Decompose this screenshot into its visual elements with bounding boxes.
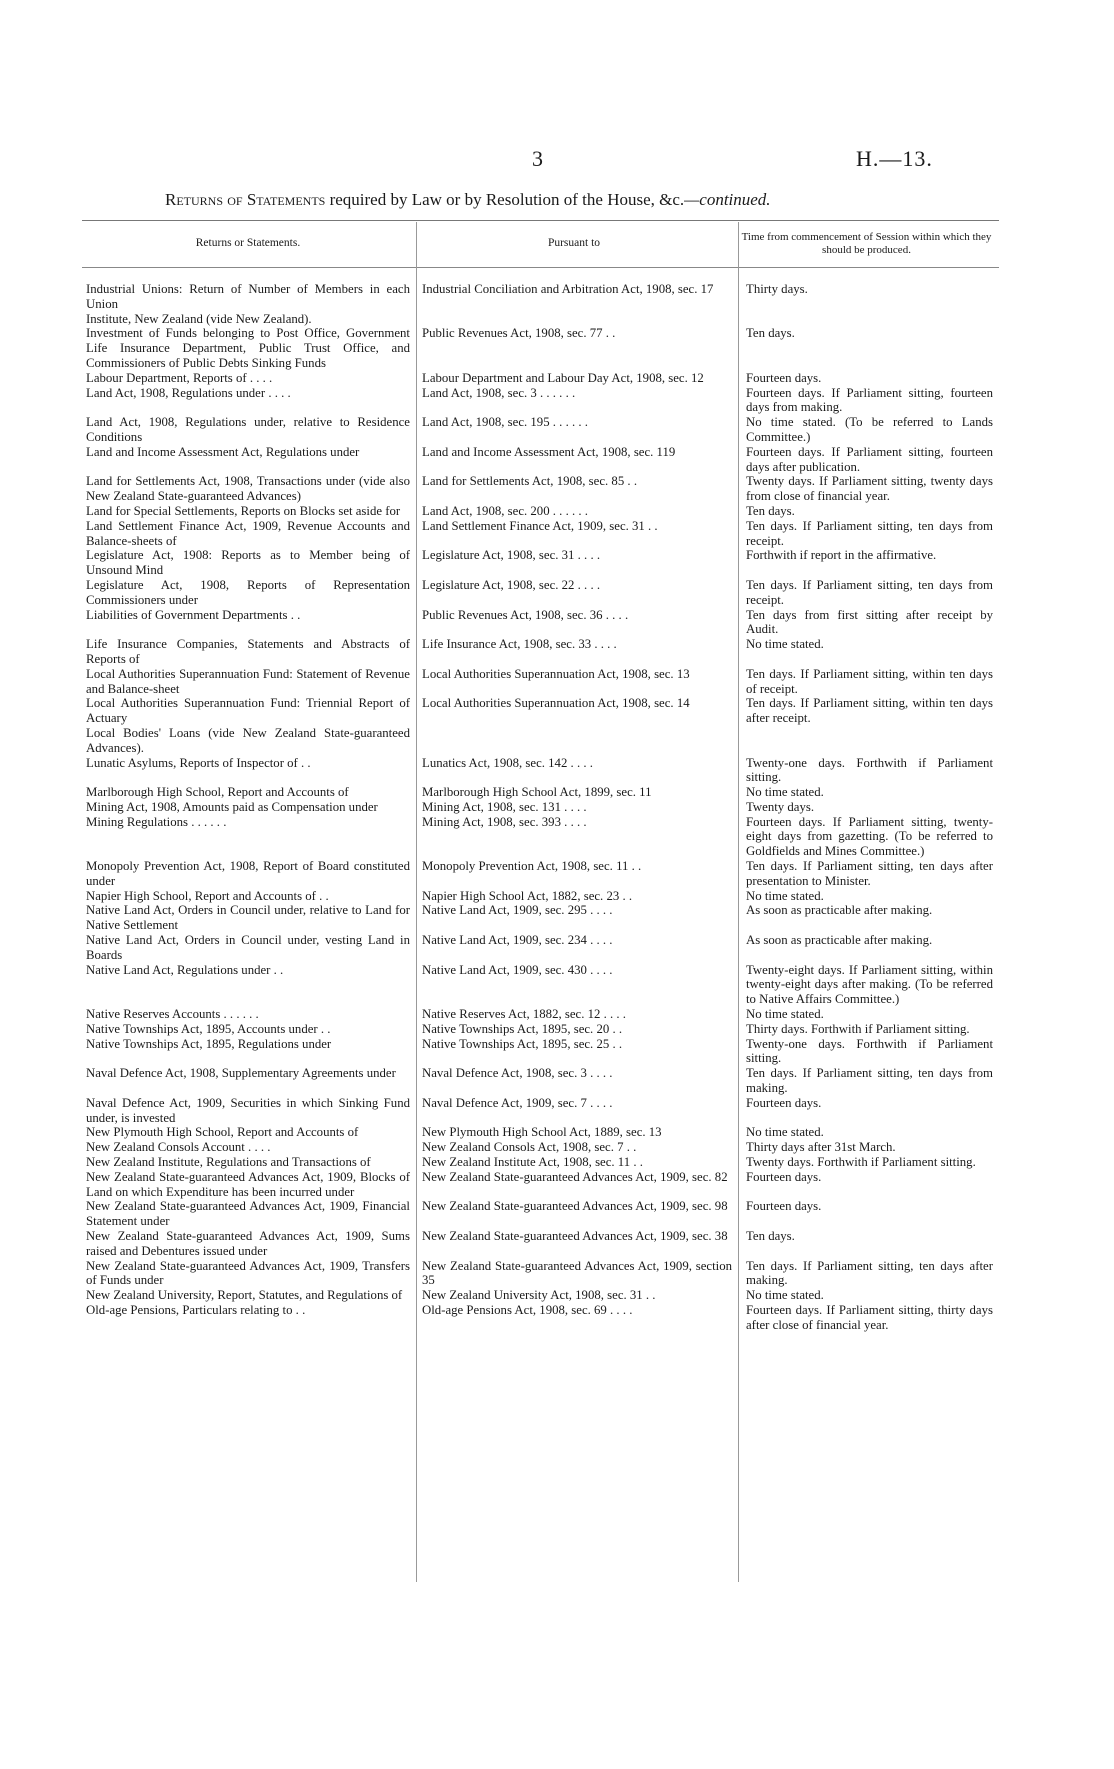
returns-table-body [84, 282, 999, 1333]
return-cell: Mining Regulations . . . . . . [86, 814, 227, 829]
time-cell: Twenty-eight days. If Parliament sitting, within twenty-eight days after making. (To be referred to Native Affairs Committee.) [746, 962, 993, 1007]
return-cell: Legislature Act, 1908: Reports as to Member being of Unsound Mind [86, 548, 410, 578]
time-cell: Ten days. If Parliament sitting, ten days after presentation to Minister. [746, 859, 993, 888]
header-time: Time from commencement of Session within which they should be produced. [741, 231, 992, 256]
return-cell: Native Townships Act, 1895, Regulations under [86, 1036, 332, 1051]
time-cell: Ten days. If Parliament sitting, ten days from making. [746, 1066, 993, 1096]
time-cell: No time stated. [746, 785, 824, 800]
return-cell: Industrial Unions: Return of Number of Members in each Union [86, 282, 410, 311]
table-row [84, 1155, 999, 1170]
return-cell: Old-age Pensions, Particulars relating to . . [86, 1302, 306, 1317]
table-row [84, 1096, 999, 1126]
pursuant-cell: New Plymouth High School Act, 1889, sec. 13 [422, 1125, 662, 1140]
pursuant-cell: Native Reserves Act, 1882, sec. 12 . . . . [422, 1007, 626, 1022]
time-cell: No time stated. [746, 1125, 824, 1140]
pursuant-cell: Land Act, 1908, sec. 195 . . . . . . [422, 415, 588, 430]
pursuant-cell: Land and Income Assessment Act, 1908, sec. 119 [422, 444, 676, 459]
table-row [84, 1037, 999, 1067]
pursuant-cell: Monopoly Prevention Act, 1908, sec. 11 . . [422, 859, 642, 874]
table-row [84, 1303, 999, 1333]
pursuant-cell: Local Authorities Superannuation Act, 1908, sec. 13 [422, 666, 690, 681]
return-cell: Native Land Act, Orders in Council under, vesting Land in Boards [86, 933, 410, 962]
pursuant-cell: Old-age Pensions Act, 1908, sec. 69 . . . . [422, 1302, 633, 1317]
return-cell: Land for Special Settlements, Reports on Blocks set aside for [86, 503, 401, 518]
table-row [84, 696, 999, 726]
table-row [84, 312, 999, 327]
pursuant-cell: Mining Act, 1908, sec. 131 . . . . [422, 799, 587, 814]
table-row [84, 608, 999, 638]
table-row [84, 1140, 999, 1155]
table-top-rule [82, 220, 999, 221]
table-row [84, 815, 999, 859]
pursuant-cell: New Zealand State-guaranteed Advances Act, 1909, section 35 [422, 1258, 732, 1288]
table-row [84, 282, 999, 312]
time-cell: Thirty days. [746, 282, 808, 296]
return-cell: Labour Department, Reports of . . . . [86, 370, 273, 385]
table-row [84, 519, 999, 549]
return-cell: Marlborough High School, Report and Accounts of [86, 785, 349, 800]
caption-text: required by Law or by Resolution of the House, &c. [325, 190, 685, 209]
time-cell: No time stated. [746, 1288, 824, 1303]
time-cell: Fourteen days. If Parliament sitting, thirty days after close of financial year. [746, 1302, 993, 1332]
return-cell: Local Authorities Superannuation Fund: Statement of Revenue and Balance-sheet [86, 666, 410, 696]
table-caption [165, 190, 965, 210]
caption-continued: —continued. [684, 190, 771, 209]
return-cell: Land Act, 1908, Regulations under, relative to Residence Conditions [86, 415, 410, 444]
return-cell: New Zealand Institute, Regulations and Transactions of [86, 1155, 371, 1170]
return-cell: Lunatic Asylums, Reports of Inspector of . . [86, 755, 311, 770]
time-cell: Ten days. If Parliament sitting, ten days from receipt. [746, 577, 993, 607]
table-row [84, 1229, 999, 1259]
table-row [84, 756, 999, 786]
pursuant-cell: Land Settlement Finance Act, 1909, sec. 31 . . [422, 518, 658, 533]
pursuant-cell: Public Revenues Act, 1908, sec. 77 . . [422, 326, 616, 341]
table-row [84, 1125, 999, 1140]
table-row [84, 548, 999, 578]
table-row [84, 667, 999, 697]
return-cell: Land Settlement Finance Act, 1909, Revenue Accounts and Balance-sheets of [86, 518, 410, 548]
time-cell: Fourteen days. [746, 1095, 822, 1110]
pursuant-cell: Naval Defence Act, 1909, sec. 7 . . . . [422, 1095, 613, 1110]
return-cell: Mining Act, 1908, Amounts paid as Compensation under [86, 799, 378, 814]
pursuant-cell: New Zealand Consols Act, 1908, sec. 7 . . [422, 1140, 637, 1155]
time-cell: Ten days. [746, 503, 795, 518]
pursuant-cell: New Zealand State-guaranteed Advances Act, 1909, sec. 82 [422, 1169, 728, 1184]
time-cell: Ten days. If Parliament sitting, ten days from receipt. [746, 518, 993, 548]
time-cell: Fourteen days. [746, 370, 822, 385]
table-row [84, 578, 999, 608]
time-cell: Fourteen days. If Parliament sitting, fourteen days from making. [746, 385, 993, 415]
header-returns: Returns or Statements. [195, 237, 301, 250]
pursuant-cell: New Zealand Institute Act, 1908, sec. 11 . . [422, 1155, 643, 1170]
table-row [84, 726, 999, 756]
return-cell: New Zealand State-guaranteed Advances Act, 1909, Sums raised and Debentures issued under [86, 1229, 410, 1258]
table-row [84, 504, 999, 519]
pursuant-cell: Land for Settlements Act, 1908, sec. 85 . . [422, 474, 638, 489]
return-cell: Institute, New Zealand (vide New Zealand). [86, 311, 312, 326]
time-cell: Fourteen days. [746, 1199, 822, 1214]
return-cell: Land Act, 1908, Regulations under . . . . [86, 385, 291, 400]
table-row [84, 326, 999, 370]
time-cell: Twenty-one days. Forthwith if Parliament sitting. [746, 1036, 993, 1066]
pursuant-cell: Native Townships Act, 1895, sec. 20 . . [422, 1021, 623, 1036]
return-cell: New Plymouth High School, Report and Accounts of [86, 1125, 359, 1140]
table-row [84, 371, 999, 386]
table-row [84, 1170, 999, 1200]
time-cell: No time stated. [746, 637, 824, 652]
return-cell: Land and Income Assessment Act, Regulations under [86, 444, 360, 459]
return-cell: New Zealand State-guaranteed Advances Act, 1909, Transfers of Funds under [86, 1258, 410, 1288]
pursuant-cell: Lunatics Act, 1908, sec. 142 . . . . [422, 755, 593, 770]
return-cell: Monopoly Prevention Act, 1908, Report of Board constituted under [86, 859, 410, 888]
pursuant-cell: Industrial Conciliation and Arbitration Act, 1908, sec. 17 [422, 282, 714, 296]
pursuant-cell: Napier High School Act, 1882, sec. 23 . . [422, 888, 633, 903]
page-number: 3 [532, 146, 543, 171]
time-cell: Ten days. If Parliament sitting, within ten days of receipt. [746, 666, 993, 696]
pursuant-cell: Mining Act, 1908, sec. 393 . . . . [422, 814, 587, 829]
time-cell: Ten days from first sitting after receipt by Audit. [746, 607, 993, 637]
return-cell: Local Authorities Superannuation Fund: Triennial Report of Actuary [86, 696, 410, 726]
return-cell: Land for Settlements Act, 1908, Transactions under (vide also New Zealand State-guaranteed Advances) [86, 474, 410, 504]
table-row [84, 637, 999, 667]
table-row [84, 1066, 999, 1096]
time-cell: Ten days. [746, 1229, 795, 1243]
time-cell: Ten days. If Parliament sitting, within ten days after receipt. [746, 696, 993, 726]
return-cell: Investment of Funds belonging to Post Office, Government Life Insurance Department, Public Trust Office, and Commissioners of Public Debts Sinking Funds [86, 326, 410, 370]
time-cell: No time stated. [746, 888, 824, 903]
table-row [84, 903, 999, 933]
document-reference: H.—13. [856, 146, 933, 171]
pursuant-cell: Labour Department and Labour Day Act, 1908, sec. 12 [422, 370, 704, 385]
return-cell: Liabilities of Government Departments . . [86, 607, 301, 622]
caption-title: Returns of Statements [165, 190, 326, 209]
pursuant-cell: Land Act, 1908, sec. 3 . . . . . . [422, 385, 576, 400]
return-cell: Life Insurance Companies, Statements and Abstracts of Reports of [86, 637, 410, 666]
time-cell: Twenty-one days. Forthwith if Parliament sitting. [746, 755, 993, 785]
pursuant-cell: Native Land Act, 1909, sec. 295 . . . . [422, 903, 613, 918]
pursuant-cell: Marlborough High School Act, 1899, sec. 11 [422, 785, 652, 800]
time-cell: Twenty days. If Parliament sitting, twenty days from close of financial year. [746, 474, 993, 504]
table-row [84, 859, 999, 889]
return-cell: New Zealand Consols Account . . . . [86, 1140, 271, 1155]
time-cell: Thirty days. Forthwith if Parliament sitting. [746, 1021, 970, 1036]
return-cell: Naval Defence Act, 1909, Securities in which Sinking Fund under, is invested [86, 1095, 410, 1125]
return-cell: New Zealand University, Report, Statutes, and Regulations of [86, 1288, 403, 1303]
return-cell: Native Land Act, Regulations under . . [86, 962, 284, 977]
table-row [84, 933, 999, 963]
pursuant-cell: Public Revenues Act, 1908, sec. 36 . . . . [422, 607, 629, 622]
return-cell: Native Reserves Accounts . . . . . . [86, 1007, 259, 1022]
table-row [84, 1288, 999, 1303]
table-header [82, 224, 999, 264]
pursuant-cell: Native Townships Act, 1895, sec. 25 . . [422, 1036, 623, 1051]
return-cell: Local Bodies' Loans (vide New Zealand State-guaranteed Advances). [86, 725, 410, 755]
time-cell: Ten days. If Parliament sitting, ten days after making. [746, 1258, 993, 1288]
table-row [84, 1022, 999, 1037]
time-cell: Thirty days after 31st March. [746, 1140, 896, 1155]
time-cell: No time stated. [746, 1007, 824, 1022]
time-cell: Twenty days. [746, 799, 815, 814]
table-row [84, 415, 999, 445]
return-cell: Napier High School, Report and Accounts of . . [86, 888, 329, 903]
table-row [84, 1259, 999, 1289]
pursuant-cell: Legislature Act, 1908, sec. 31 . . . . [422, 548, 601, 563]
table-row [84, 445, 999, 475]
pursuant-cell: Native Land Act, 1909, sec. 430 . . . . [422, 962, 613, 977]
return-cell: Native Land Act, Orders in Council under, relative to Land for Native Settlement [86, 903, 410, 933]
pursuant-cell: Native Land Act, 1909, sec. 234 . . . . [422, 933, 613, 948]
time-cell: Fourteen days. [746, 1169, 822, 1184]
time-cell: Forthwith if report in the affirmative. [746, 548, 937, 563]
time-cell: As soon as practicable after making. [746, 903, 933, 918]
time-cell: Twenty days. Forthwith if Parliament sitting. [746, 1155, 976, 1170]
pursuant-cell: New Zealand University Act, 1908, sec. 31 . . [422, 1288, 656, 1303]
time-cell: As soon as practicable after making. [746, 933, 933, 948]
pursuant-cell: Local Authorities Superannuation Act, 1908, sec. 14 [422, 696, 690, 711]
pursuant-cell: Legislature Act, 1908, sec. 22 . . . . [422, 577, 601, 592]
pursuant-cell: Naval Defence Act, 1908, sec. 3 . . . . [422, 1066, 613, 1081]
pursuant-cell: New Zealand State-guaranteed Advances Act, 1909, sec. 38 [422, 1229, 728, 1243]
table-row [84, 963, 999, 1007]
table-row [84, 889, 999, 904]
time-cell: Ten days. [746, 326, 795, 341]
table-row [84, 785, 999, 800]
time-cell: Fourteen days. If Parliament sitting, twenty-eight days from gazetting. (To be referred to Goldfields and Mines Committee.) [746, 814, 993, 859]
pursuant-cell: Life Insurance Act, 1908, sec. 33 . . . . [422, 637, 617, 652]
return-cell: Naval Defence Act, 1908, Supplementary Agreements under [86, 1066, 396, 1081]
return-cell: New Zealand State-guaranteed Advances Act, 1909, Financial Statement under [86, 1199, 410, 1229]
time-cell: Fourteen days. If Parliament sitting, fourteen days after publication. [746, 444, 993, 474]
table-row [84, 386, 999, 416]
pursuant-cell: New Zealand State-guaranteed Advances Act, 1909, sec. 98 [422, 1199, 728, 1214]
table-row [84, 800, 999, 815]
time-cell: No time stated. (To be referred to Lands Committee.) [746, 415, 993, 444]
pursuant-cell: Land Act, 1908, sec. 200 . . . . . . [422, 503, 588, 518]
header-rule [82, 267, 999, 268]
table-row [84, 1199, 999, 1229]
table-row [84, 474, 999, 504]
header-pursuant: Pursuant to [547, 237, 601, 250]
table-row [84, 1007, 999, 1022]
return-cell: Native Townships Act, 1895, Accounts under . . [86, 1021, 331, 1036]
return-cell: Legislature Act, 1908, Reports of Representation Commissioners under [86, 577, 410, 607]
return-cell: New Zealand State-guaranteed Advances Act, 1909, Blocks of Land on which Expenditure has been incurred under [86, 1169, 410, 1199]
